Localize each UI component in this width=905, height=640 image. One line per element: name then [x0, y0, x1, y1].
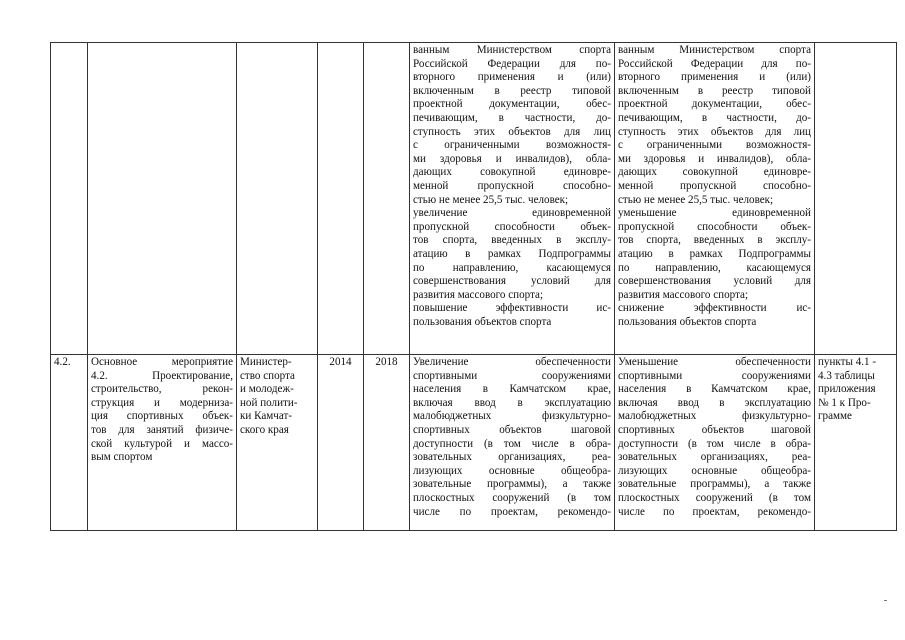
cell-text-line: зовательных организациях, реа- — [413, 451, 611, 464]
cell-text-line: числе по проектам, рекомендо- — [413, 505, 611, 518]
number-cell: 4.2. — [51, 355, 88, 531]
cell-text-line: вым спортом — [91, 451, 153, 464]
cell-text-line: спортивных объектов шаговой — [618, 423, 811, 436]
table-row-4-2 — [51, 355, 897, 531]
cell-text-line: с ограниченными возможностя- — [618, 139, 811, 152]
cell-text-line: включенным в реестр типовой — [618, 84, 811, 97]
cell-text-line: стью не менее 25,5 тыс. человек; — [618, 193, 774, 206]
cell-text-line: доступности (в том числе в обра- — [413, 437, 611, 450]
expected-result-cell — [410, 43, 615, 355]
cell-text-line: стью не менее 25,5 тыс. человек; — [413, 193, 569, 206]
cell-text-line: печивающим, в частности, до- — [413, 111, 611, 124]
cell-text-line: атацию в рамках Подпрограммы — [413, 247, 611, 260]
cell-text-line: малобюджетных физкультурно- — [413, 410, 611, 423]
cell-text-line: струкция и модерниза- — [91, 396, 233, 409]
cell-text-line: снижение эффективности ис- — [618, 302, 811, 315]
executor-cell — [237, 355, 318, 531]
consequences-cell — [615, 43, 815, 355]
cell-text-line: по направлению, касающемуся — [413, 261, 611, 274]
cell-text-line: Российской Федерации для по- — [618, 57, 811, 70]
cell-text-line: менной пропускной способно- — [413, 179, 611, 192]
cell-text-line: строительство, рекон- — [91, 383, 233, 396]
cell-text-line: ванным Министерством спорта — [618, 44, 811, 56]
measure-name-cell — [88, 43, 237, 355]
cell-text-line: ванным Министерством спорта — [413, 44, 611, 56]
cell-text-line: ского края — [240, 423, 289, 436]
cell-text-line: лизующих основные общеобра- — [618, 464, 811, 477]
cell-text-line: менной пропускной способно- — [618, 179, 811, 192]
cell-text-line: ки Камчат- — [240, 410, 293, 423]
cell-text-line: повышение эффективности ис- — [413, 302, 611, 315]
cell-text-line: совершенствования условий для — [618, 275, 811, 288]
start-year-cell: 2014 — [318, 355, 364, 531]
link-cell — [815, 355, 897, 531]
link-cell — [815, 43, 897, 355]
cell-text-line: тов для занятий физиче- — [91, 423, 233, 436]
cell-text-line: приложения — [818, 383, 876, 396]
cell-text-line: населения в Камчатском крае, — [413, 383, 611, 396]
executor-cell — [237, 43, 318, 355]
cell-text-line: Министер- — [240, 356, 292, 368]
cell-text-line: малобюджетных физкультурно- — [618, 410, 811, 423]
cell-text-line: дающих совокупной единовре- — [618, 166, 811, 179]
start-year-cell — [318, 43, 364, 355]
cell-text-line: тов спорта, введенных в эксплу- — [413, 234, 611, 247]
cell-text-line: ступность этих объектов для лиц — [413, 125, 611, 138]
cell-text-line: ной полити- — [240, 396, 298, 409]
cell-text-line: спортивными сооружениями — [413, 369, 611, 382]
cell-text-line: включая ввод в эксплуатацию — [618, 396, 811, 409]
cell-text-line: пользования объектов спорта — [618, 315, 757, 328]
cell-text-line: плоскостных сооружений (в том — [618, 491, 811, 504]
cell-text-line: проектной документации, обес- — [618, 98, 811, 111]
cell-text-line: включенным в реестр типовой — [413, 84, 611, 97]
cell-text-line: населения в Камчатском крае, — [618, 383, 811, 396]
program-measures-table — [50, 42, 897, 531]
cell-text-line: Основное мероприятие — [91, 356, 233, 368]
cell-text-line: и молодеж- — [240, 383, 294, 396]
cell-text-line: ми здоровья и инвалидов), обла- — [413, 152, 611, 165]
cell-text-line: печивающим, в частности, до- — [618, 111, 811, 124]
cell-text-line: спортивными сооружениями — [618, 369, 811, 382]
consequences-cell — [615, 355, 815, 531]
end-year-cell — [364, 43, 410, 355]
cell-text-line: ской культурой и массо- — [91, 437, 233, 450]
measure-name-cell — [88, 355, 237, 531]
cell-text-line: развития массового спорта; — [413, 288, 544, 301]
cell-text-line: 4.2. Проектирование, — [91, 369, 233, 382]
cell-text-line: пропускной способности объек- — [618, 220, 811, 233]
cell-text-line: ция спортивных объек- — [91, 410, 233, 423]
cell-text-line: тов спорта, введенных в эксплу- — [618, 234, 811, 247]
cell-text-line: уменьшение единовременной — [618, 207, 811, 220]
cell-text-line: вторного применения и (или) — [413, 71, 611, 84]
cell-text-line: пользования объектов спорта — [413, 315, 552, 328]
cell-text-line: № 1 к Про- — [818, 396, 871, 409]
cell-text-line: зовательные программы), а также — [413, 478, 611, 491]
cell-text-line: увеличение единовременной — [413, 207, 611, 220]
cell-text-line: зовательные программы), а также — [618, 478, 811, 491]
cell-text-line: числе по проектам, рекомендо- — [618, 505, 811, 518]
cell-text-line: Уменьшение обеспеченности — [618, 356, 811, 368]
cell-text-line: 4.3 таблицы — [818, 369, 875, 382]
cell-text-line: включая ввод в эксплуатацию — [413, 396, 611, 409]
cell-text-line: пункты 4.1 - — [818, 356, 877, 368]
cell-text-line: проектной документации, обес- — [413, 98, 611, 111]
number-cell — [51, 43, 88, 355]
cell-text-line: совершенствования условий для — [413, 275, 611, 288]
cell-text-line: атацию в рамках Подпрограммы — [618, 247, 811, 260]
cell-text-line: спортивных объектов шаговой — [413, 423, 611, 436]
cell-text-line: Российской Федерации для по- — [413, 57, 611, 70]
scan-speck — [884, 600, 887, 601]
cell-text-line: вторного применения и (или) — [618, 71, 811, 84]
cell-text-line: ми здоровья и инвалидов), обла- — [618, 152, 811, 165]
end-year-cell: 2018 — [364, 355, 410, 531]
cell-text-line: развития массового спорта; — [618, 288, 749, 301]
cell-text-line: дающих совокупной единовре- — [413, 166, 611, 179]
cell-text-line: Увеличение обеспеченности — [413, 356, 611, 368]
cell-text-line: с ограниченными возможностя- — [413, 139, 611, 152]
cell-text-line: пропускной способности объек- — [413, 220, 611, 233]
cell-text-line: плоскостных сооружений (в том — [413, 491, 611, 504]
expected-result-cell — [410, 355, 615, 531]
cell-text-line: ступность этих объектов для лиц — [618, 125, 811, 138]
cell-text-line: по направлению, касающемуся — [618, 261, 811, 274]
cell-text-line: зовательных организациях, реа- — [618, 451, 811, 464]
cell-text-line: доступности (в том числе в обра- — [618, 437, 811, 450]
cell-text-line: лизующих основные общеобра- — [413, 464, 611, 477]
table-row-continuation — [51, 43, 897, 355]
cell-text-line: ство спорта — [240, 369, 295, 382]
cell-text-line: грамме — [818, 410, 852, 423]
